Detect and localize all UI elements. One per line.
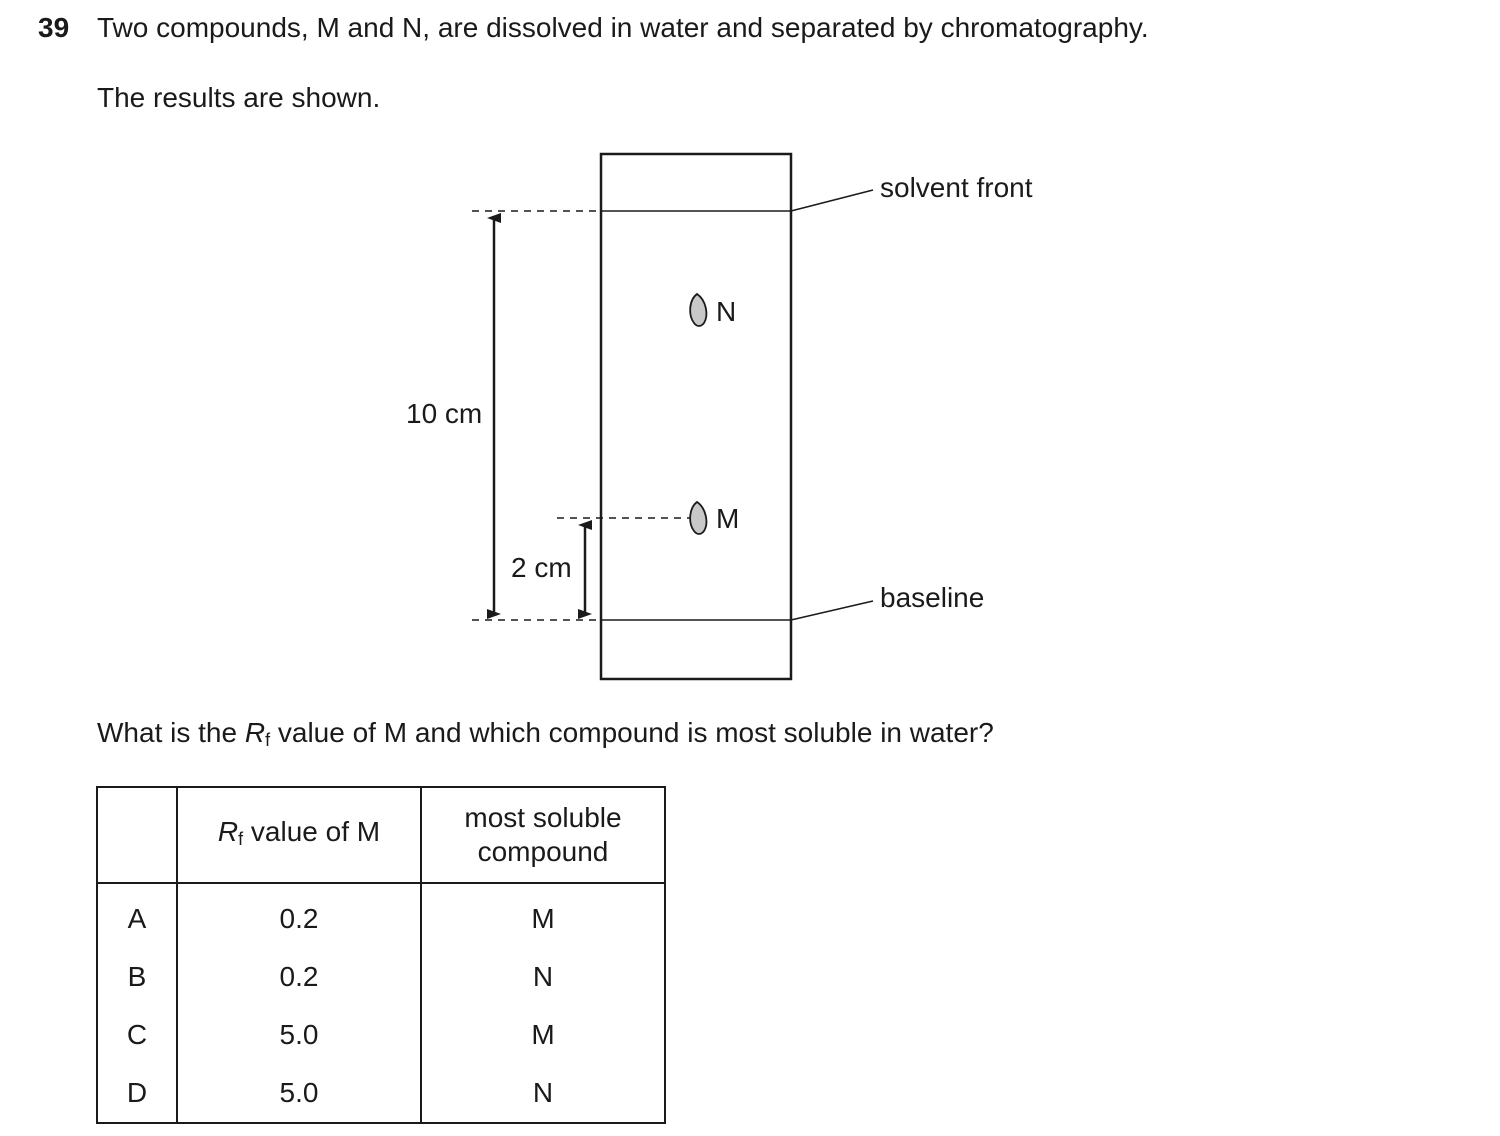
header-rf-rest: value of M [243,815,381,847]
prompt-before: What is the [97,717,245,748]
prompt-rf-symbol: R [244,717,266,748]
solvent-front-leader [791,190,873,211]
results-text: The results are shown. [97,82,381,113]
rf-value: 0.2 [177,948,421,1006]
rf-value: 0.2 [177,883,421,948]
option-letter: B [97,948,177,1006]
header-soluble-line2: compound [477,836,609,867]
header-rf-symbol: R [217,815,239,847]
baseline-label: baseline [880,582,985,613]
header-most-soluble [421,787,665,883]
compound: M [421,1006,665,1064]
rf-value: 5.0 [177,1064,421,1123]
prompt-rf-subscript: f [265,730,271,750]
rf-value: 5.0 [177,1006,421,1064]
header-option [97,787,177,883]
option-letter: D [97,1064,177,1123]
question-prompt [97,717,994,751]
header-soluble-line1: most soluble [464,802,622,833]
header-rf-subscript: f [238,828,244,849]
prompt-after: value of M and which compound is most soluble in water? [270,717,994,748]
chromatography-paper [601,154,791,679]
distance-2cm-label: 2 cm [511,552,572,583]
compound: M [421,883,665,948]
answer-row-a[interactable] [97,883,665,948]
question-number: 39 [38,12,70,43]
answer-table [96,786,666,1124]
option-letter: C [97,1006,177,1064]
spot-n-label: N [716,296,737,327]
question-text: Two compounds, M and N, are dissolved in water and separated by chromatography. [97,12,1149,43]
header-rf-value [177,787,421,883]
compound: N [421,1064,665,1123]
solvent-front-label: solvent front [880,172,1033,203]
answer-table-header [97,787,665,883]
distance-10cm-label: 10 cm [406,398,483,429]
spot-m-label: M [716,503,740,534]
answer-row-c[interactable] [97,1006,665,1064]
spot-n [690,294,706,326]
option-letter: A [97,883,177,948]
baseline-leader [791,601,873,620]
spot-m [690,502,706,534]
answer-row-b[interactable] [97,948,665,1006]
compound: N [421,948,665,1006]
answer-row-d[interactable] [97,1064,665,1123]
